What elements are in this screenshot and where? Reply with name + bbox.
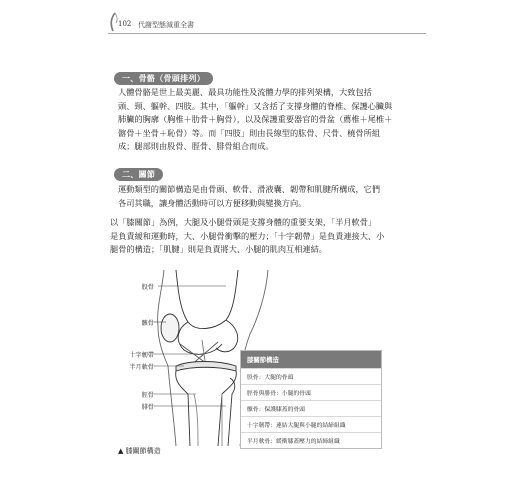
label-tibia: 脛骨 [141,392,154,399]
header-divider [108,33,426,34]
legend-item: 髕骨：保護膝蓋的骨頭 [241,400,381,416]
paragraph-knee [110,216,410,257]
legend-item: 脛骨與腓骨：小腿的骨頭 [241,384,381,400]
page-number: 102 [118,20,132,28]
figure-legend [240,350,382,449]
paragraph-skeleton [118,86,410,154]
paragraph-joint-intro [118,183,410,210]
figure-labels [118,270,178,446]
label-patella: 髕骨 [141,320,154,327]
text-line: 肺臟的胸廓（胸椎＋肋骨＋胸骨），以及保護重要器官的骨盆（薦椎＋尾椎＋ [118,114,393,125]
text-line: 頭、頸、軀幹、四肢。其中，「軀幹」又含括了支撐身體的脊椎、保護心臟與 [118,100,393,111]
text-line: 是負責緩和運動時，大、小腿骨衝擊的壓力；「十字韌帶」是負責連接大、小 [110,230,385,241]
section-heading-skeleton: 一、骨骼（骨頭排列） [114,72,213,85]
label-cruciate-ligament: 十字韌帶 [129,352,154,359]
text-line: 成；腿部則由股骨、脛骨、腓骨組合而成。 [118,141,274,152]
text-line: 腿骨的構造；「肌腱」則是負責將大、小腿的肌肉互相連結。 [110,244,327,255]
legend-title: 膝關節構造 [241,351,381,368]
book-title: 代謝型態減重全書 [138,21,194,29]
text-line: 髂骨＋坐骨＋恥骨）等。而「四肢」則由長線型的肱骨、尺骨、橈骨所組 [118,127,381,138]
text-line: 運動類型的關節構造是由骨頭、軟骨、滑液囊、韌帶和肌腱所構成，它們 [118,184,381,194]
text-line: 各司其職，讓身體活動時可以方便移動與變換方向。 [118,197,307,208]
label-meniscus: 半月軟骨 [129,364,154,371]
label-femur: 股骨 [141,284,154,291]
page-header [108,18,428,32]
figure-caption: ▲ 膝關節構造 [118,447,161,455]
text-line: 以「膝關節」為例，大腿及小腿骨頭是支撐身體的重要支架，「半月軟骨」 [110,217,377,227]
label-fibula: 腓骨 [141,404,154,411]
legend-item: 股骨：大腿的骨頭 [241,368,381,384]
legend-item: 半月軟骨：緩衝膝蓋壓力的結締組織 [241,432,381,448]
legend-item: 十字韌帶：連結大腿與小腿的結締組織 [241,416,381,432]
text-line: 人體骨骼是世上最美麗、最具功能性及流體力學的排列架構，大致包括 [118,87,372,97]
section-heading-joint: 二、關節 [114,168,163,181]
